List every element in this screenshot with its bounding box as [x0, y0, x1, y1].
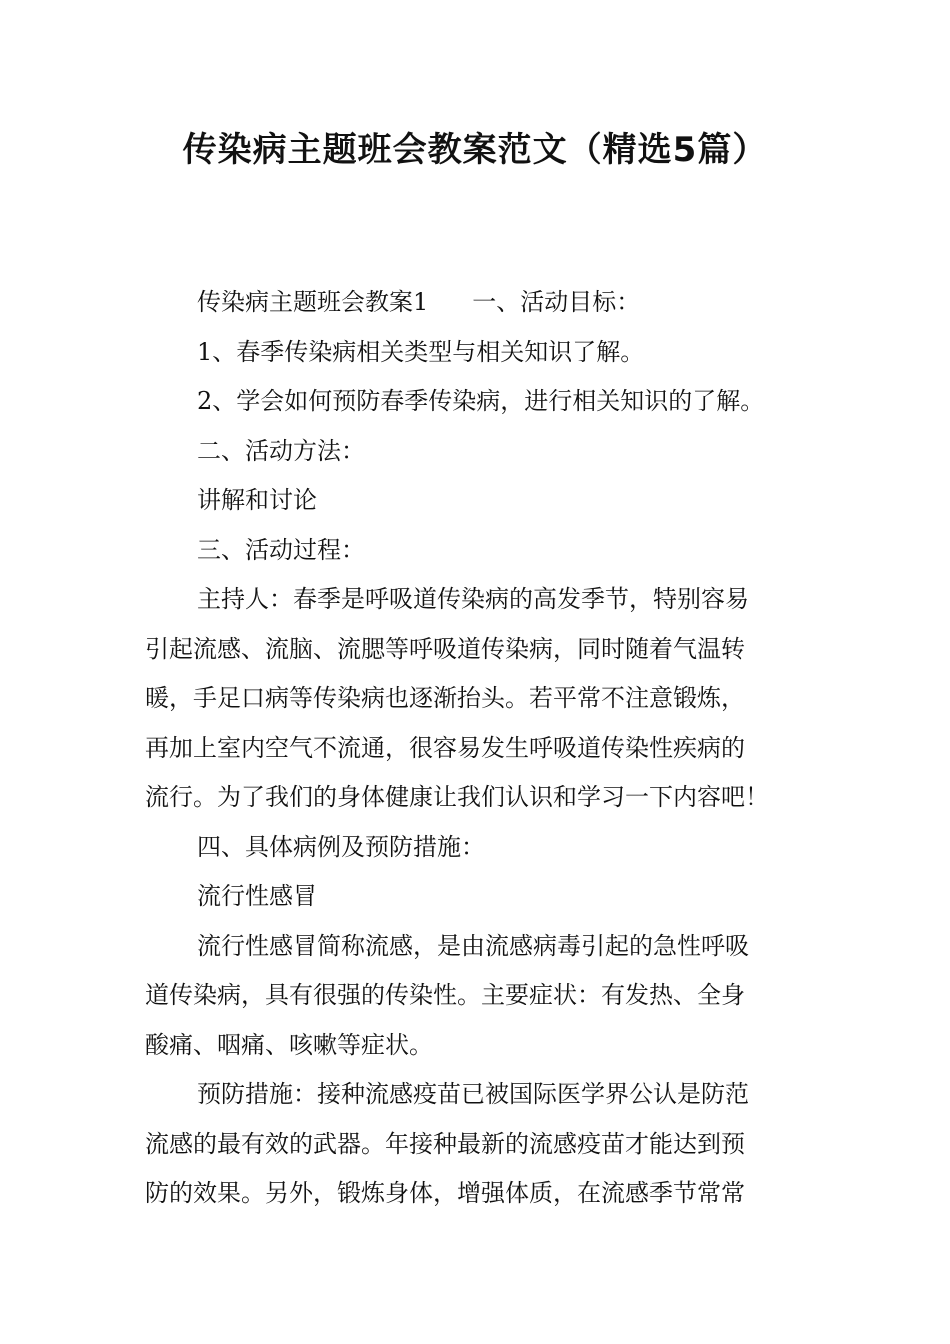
paragraph-line: 酸痛、咽痛、咳嗽等症状。 — [145, 1030, 433, 1059]
objectives-heading: 一、活动目标： — [472, 288, 641, 316]
paragraph-line: 讲解和讨论 — [197, 486, 317, 514]
paragraph-line: 2、学会如何预防春季传染病，进行相关知识的了解。 — [197, 387, 765, 415]
paragraph-line: 流行。为了我们的身体健康让我们认识和学习一下内容吧！ — [145, 783, 769, 811]
paragraph-line: 流感的最有效的武器。年接种最新的流感疫苗才能达到预 — [145, 1129, 745, 1158]
document-body — [145, 278, 807, 1219]
document-title: 传染病主题班会教案范文（精选5篇） — [182, 130, 768, 170]
section-heading: 二、活动方法： — [197, 436, 365, 465]
paragraph-line: 预防措施：接种流感疫苗已被国际医学界公认是防范 — [197, 1080, 749, 1108]
section-heading: 三、活动过程： — [197, 535, 365, 564]
section-heading: 四、具体病例及预防措施： — [197, 832, 485, 861]
paragraph-line: 暖，手足口病等传染病也逐渐抬头。若平常不注意锻炼， — [145, 684, 745, 712]
paragraph-line: 引起流感、流脑、流腮等呼吸道传染病，同时随着气温转 — [145, 634, 745, 663]
section-heading-line — [145, 278, 807, 328]
paragraph-line: 主持人：春季是呼吸道传染病的高发季节，特别容易 — [197, 585, 749, 613]
paragraph-line: 1、春季传染病相关类型与相关知识了解。 — [197, 337, 645, 366]
paragraph-line: 防的效果。另外，锻炼身体，增强体质，在流感季节常常 — [145, 1179, 745, 1207]
paragraph-line: 再加上室内空气不流通，很容易发生呼吸道传染性疾病的 — [145, 733, 745, 762]
paragraph-line: 道传染病，具有很强的传染性。主要症状：有发热、全身 — [145, 981, 745, 1009]
subheading: 流行性感冒 — [197, 882, 317, 910]
paragraph-line: 流行性感冒简称流感，是由流感病毒引起的急性呼吸 — [197, 931, 749, 960]
lesson-plan-heading: 传染病主题班会教案1 — [197, 288, 429, 316]
